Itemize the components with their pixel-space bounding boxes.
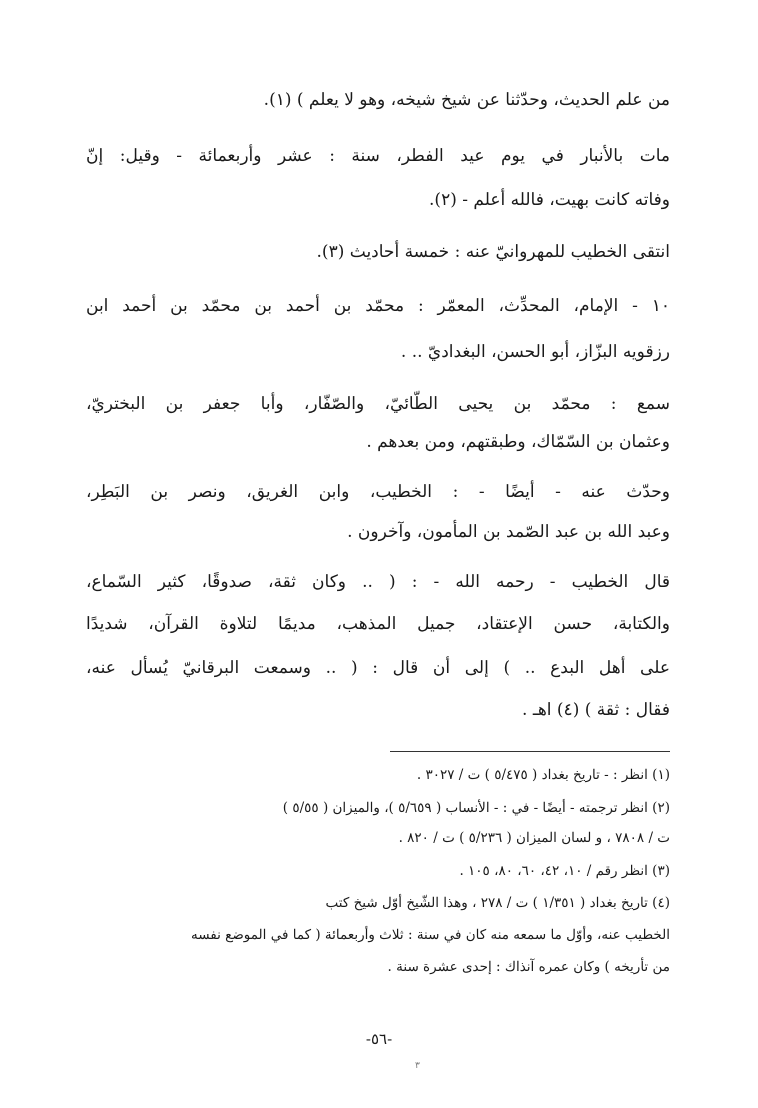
footnote-divider [390, 751, 670, 752]
footnote-line: (٣) انظر رقم / ١٠، ٤٢، ٦٠، ٨٠، ١٠٥ . [459, 863, 670, 879]
text-line: وفاته كانت بهيت، فالله أعلم - (٢). [429, 190, 670, 210]
footnote-line: الخطيب عنه، وأوّل ما سمعه منه كان في سنة : ثلاث وأربعمائة ( كما في الموضع نفسه [190, 927, 670, 943]
page-number: -٥٦- [365, 1030, 393, 1048]
text-line: سمع : محمّد بن يحيى الطّائيّ، والصّفّار، وأبا جعفر بن البختريّ، [86, 394, 670, 414]
text-line: وحدّث عنه - أيضًا - : الخطيب، وابن الغريق، ونصر بن البَطِر، [86, 482, 670, 502]
text-line: مات بالأنبار في يوم عيد الفطر، سنة : عشر وأربعمائة - وقيل: إنّ [86, 146, 670, 166]
text-line: والكتابة، حسن الإعتقاد، جميل المذهب، مديمًا لتلاوة القرآن، شديدًا [86, 614, 670, 634]
footnote-line: (١) انظر : - تاريخ بغداد ( ٥/٤٧٥ ) ت / ٣٠٢٧ . [416, 767, 670, 783]
footnote-line: ت / ٧٨٠٨ ، و لسان الميزان ( ٥/٢٣٦ ) ت / ٨٢٠ . [398, 830, 670, 846]
text-line: وعبد الله بن عبد الصّمد بن المأمون، وآخرون . [347, 522, 670, 542]
text-line: قال الخطيب - رحمه الله - : ( .. وكان ثقة، صدوقًا، كثير السّماع، [86, 572, 670, 592]
text-line: وعثمان بن السّمّاك، وطبقتهم، ومن بعدهم . [366, 432, 670, 452]
text-line: انتقى الخطيب للمهروانيّ عنه : خمسة أحاديث (٣). [316, 242, 670, 262]
text-line: فقال : ثقة ) (٤) اهـ . [522, 700, 670, 720]
footnote-line: (٤) تاريخ بغداد ( ١/٣٥١ ) ت / ٢٧٨ ، وهذا الشّيخ أوّل شيخ كتب [325, 895, 670, 911]
footnote-line: من تأريخه ) وكان عمره آنذاك : إحدى عشرة سنة . [387, 959, 670, 975]
text-line: رزقويه البزّاز، أبو الحسن، البغداديّ .. . [400, 342, 670, 362]
stray-mark: ٣ [415, 1061, 420, 1071]
footnote-line: (٢) انظر ترجمته - أيضًا - في : - الأنساب ( ٥/٦٥٩ )، والميزان ( ٥/٥٥ ) [282, 800, 670, 816]
entry-heading-line: ١٠ - الإمام، المحدِّث، المعمّر : محمّد بن أحمد بن محمّد بن أحمد ابن [86, 296, 670, 316]
text-line: على أهل البدع .. ) إلى أن قال : ( .. وسمعت البرقانيّ يُسأل عنه، [86, 658, 670, 678]
text-line: من علم الحديث، وحدّثنا عن شيخ شيخه، وهو لا يعلم ) (١). [263, 90, 670, 110]
